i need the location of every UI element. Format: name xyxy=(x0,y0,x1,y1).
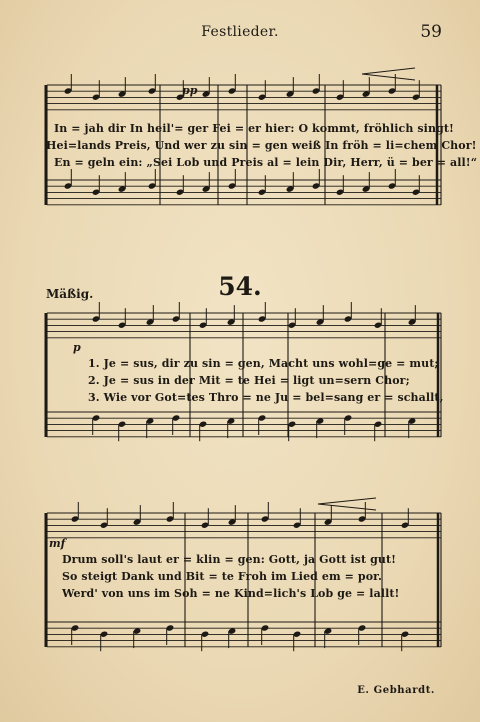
hairpin xyxy=(318,504,376,510)
lyric-line: Werd' von uns im Soh = ne Kind=lich's Lob ge = lallt! xyxy=(62,587,400,600)
dynamic-mark: p xyxy=(73,341,81,354)
dynamic-mark: pp xyxy=(182,84,198,97)
composer-credit: E. Gebhardt. xyxy=(357,685,435,696)
tempo-marking: Mäßig. xyxy=(46,287,94,301)
hairpin xyxy=(362,74,415,80)
hairpin xyxy=(318,498,376,504)
lyric-line: En = geln ein: „Sei Lob und Preis al = lein Dir, Herr, ü = ber = all!“ xyxy=(54,156,478,169)
lyric-line: 3. Wie vor Got=tes Thro = ne Ju = bel=sang er = schallt, xyxy=(88,391,444,404)
lyric-line: 1. Je = sus, dir zu sin = gen, Macht uns wohl=ge = mut; xyxy=(88,357,439,370)
lyric-line: In = jah dir In heil'= ger Fei = er hier: O kommt, fröhlich singt! xyxy=(54,122,454,135)
page-number: 59 xyxy=(420,22,442,42)
lyric-line: 2. Je = sus in der Mit = te Hei = ligt un=sern Chor; xyxy=(88,374,410,387)
running-header: Festlieder. xyxy=(201,24,279,40)
lyric-line: Hei=lands Preis, Und wer zu sin = gen weiß In fröh = li=chem Chor! xyxy=(46,139,477,152)
hymn-number: 54. xyxy=(218,272,262,301)
lyric-line: So steigt Dank und Bit = te Froh im Lied em = por. xyxy=(62,570,382,583)
dynamic-mark: mf xyxy=(49,537,66,550)
lyric-line: Drum soll's laut er = klin = gen: Gott, ja Gott ist gut! xyxy=(62,553,397,566)
hairpin xyxy=(362,68,415,74)
